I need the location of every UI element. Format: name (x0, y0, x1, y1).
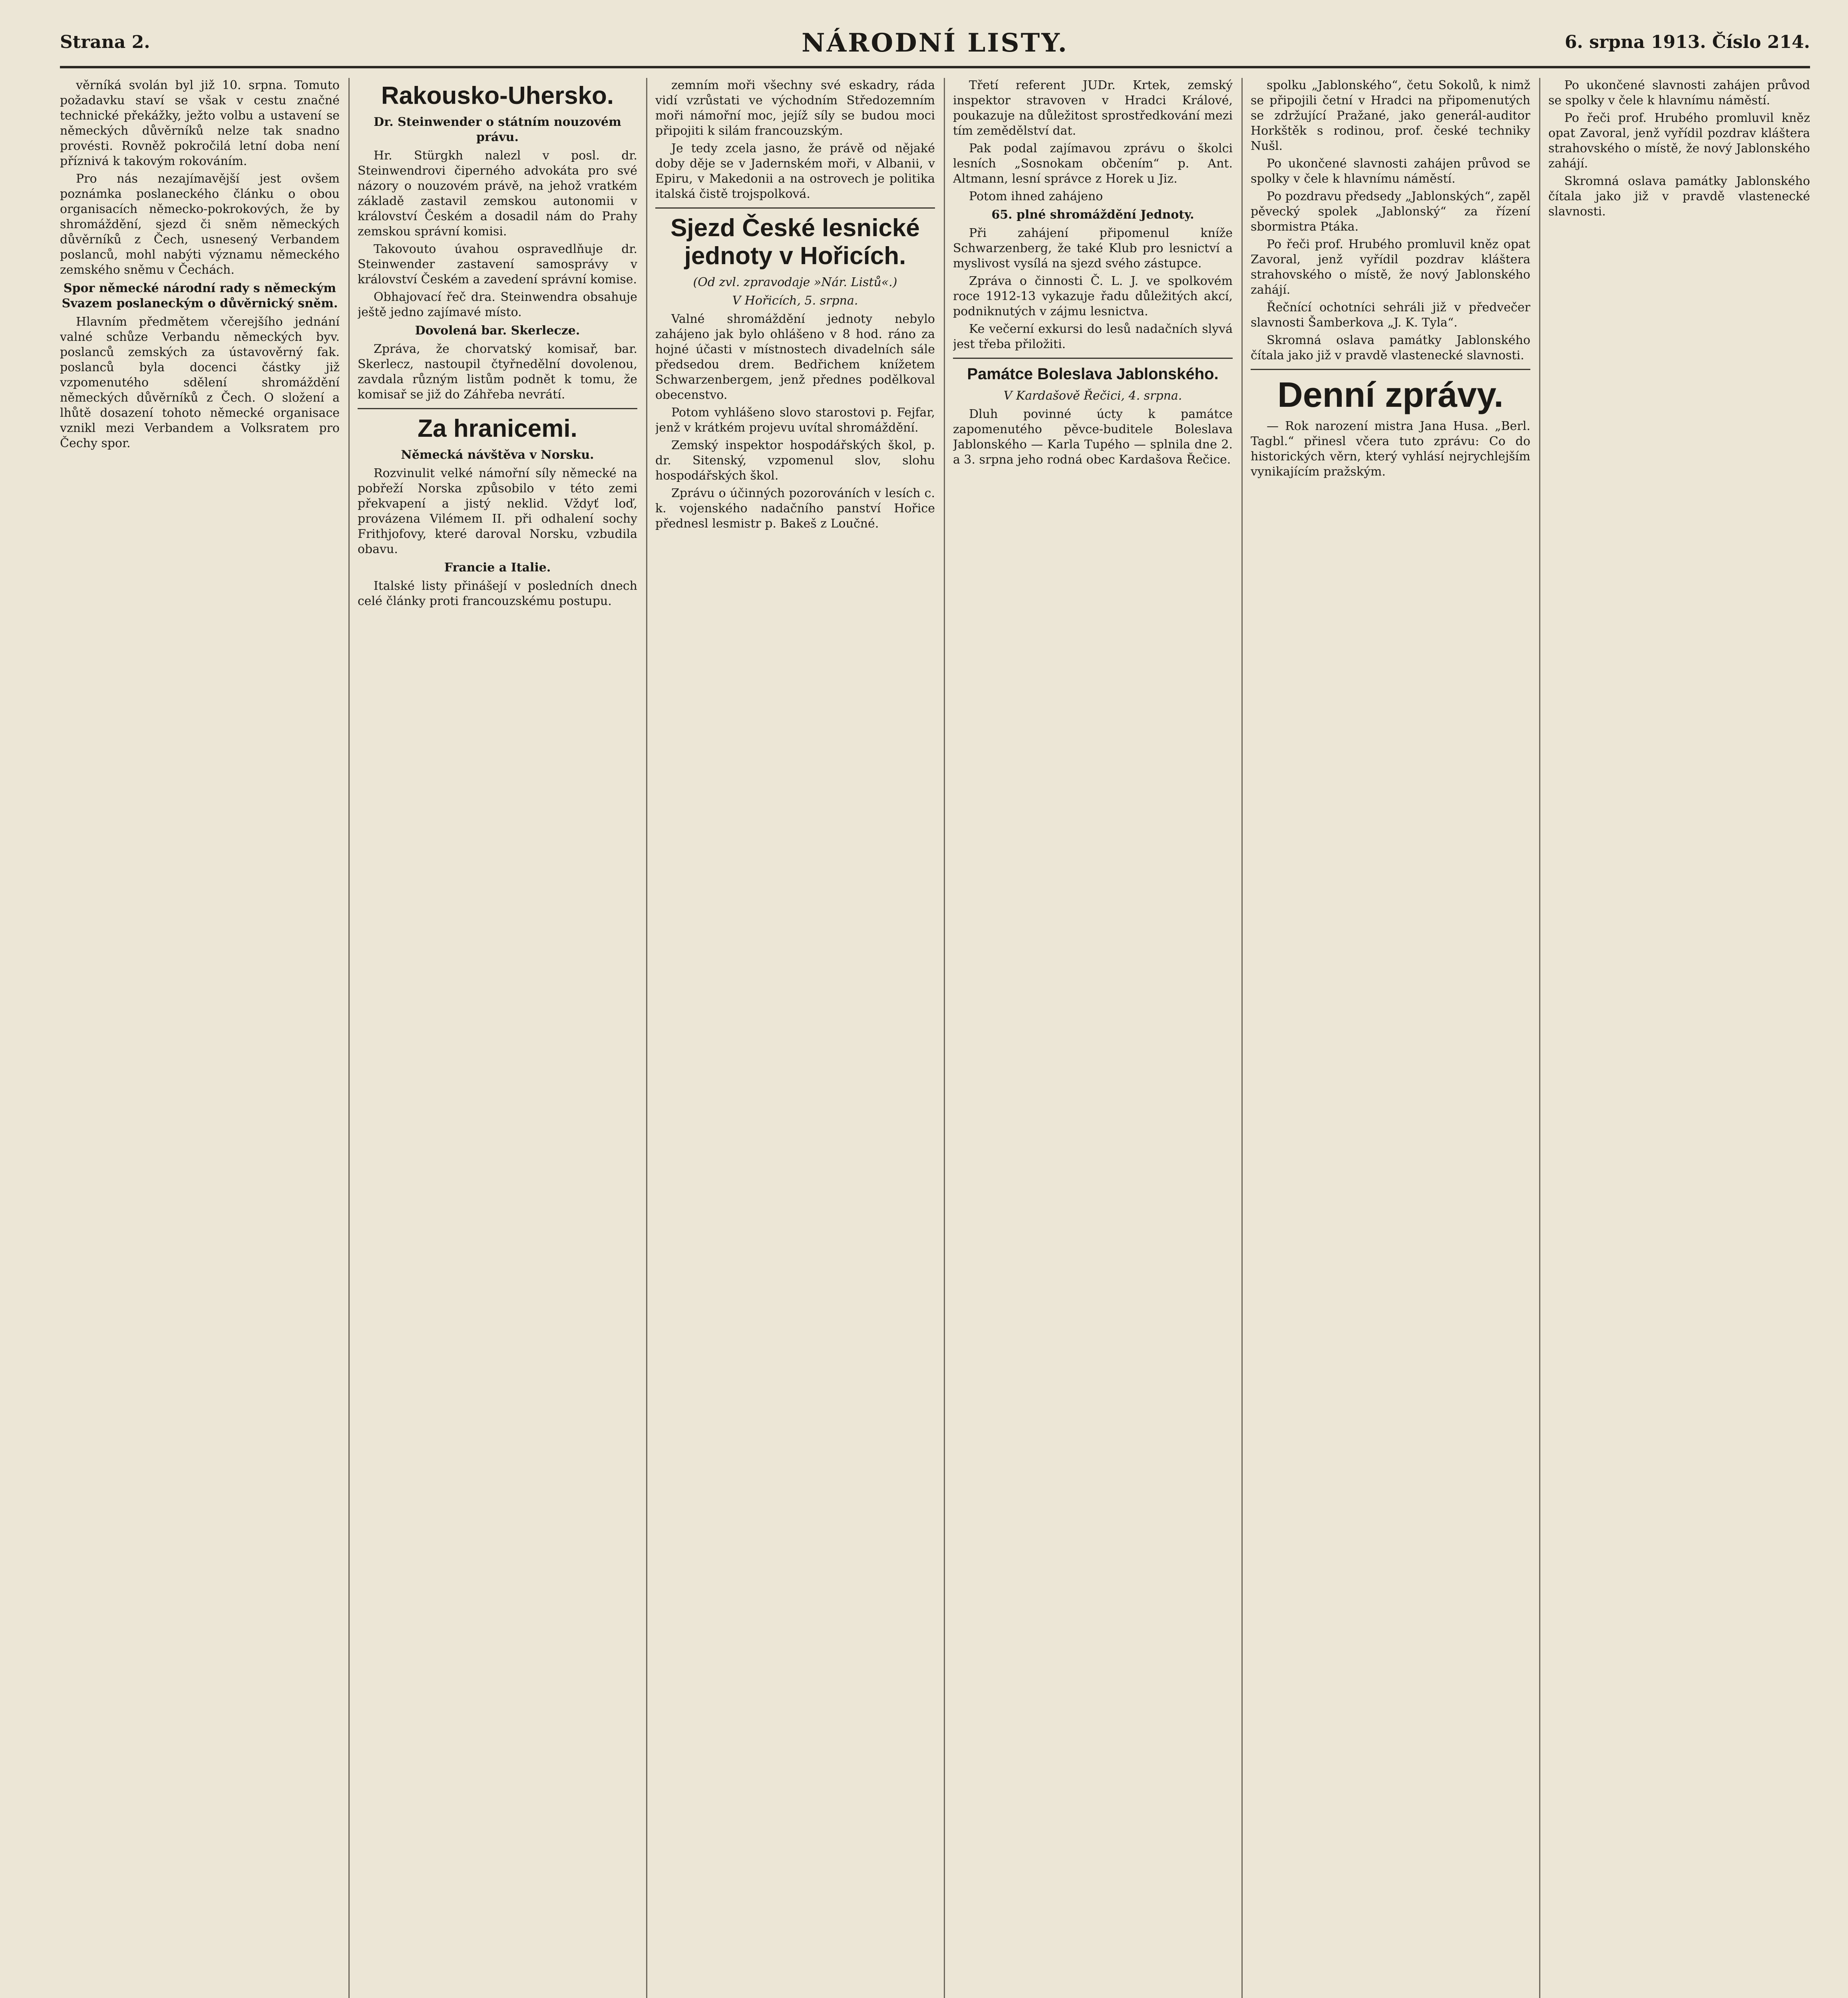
divider (358, 408, 637, 409)
paragraph: Po řeči prof. Hrubého promluvil kněz opat Zavoral, jenž vyřídil pozdrav kláštera strahovského o místě, že nový Jablonského zahájí. (1548, 111, 1810, 171)
section-heading-pamatce: Památce Boleslava Jablonského. (967, 365, 1219, 383)
paragraph: Po ukončené slavnosti zahájen průvod se spolky v čele k hlavnímu náměstí. (1251, 157, 1530, 186)
column-6 (1548, 78, 1810, 1998)
paragraph: Rozvinulit velké námořní síly německé na pobřeží Norska způsobilo v této zemi překvapení a jistý neklid. Vždyť loď, provázena Vilémem II. při odhalení sochy Frithjofovy, které daroval Norsku, vzbudila obavu. (358, 466, 637, 556)
column-rule (1539, 78, 1540, 1998)
paragraph: Třetí referent JUDr. Krtek, zemský inspektor stravoven v Hradci Králové, poukazuje na důležitost sprostředkování mezi tím zemědělství dat. (953, 78, 1233, 138)
section-heading-sjezd: Sjezd České lesnické jednoty v Hořicích. (670, 214, 920, 270)
dateline: V Hořicích, 5. srpna. (732, 294, 858, 308)
paragraph: Po ukončené slavnosti zahájen průvod se spolky v čele k hlavnímu náměstí. (1548, 78, 1810, 107)
section-heading-denni-zpravy: Denní zprávy. (1277, 375, 1504, 414)
column-1 (60, 78, 340, 1998)
paragraph: Hlavním předmětem včerejšího jednání valné schůze Verbandu německých byv. poslanců zemských za ústavověrný fak. poslanců byla docenci částky již vzpomenutého sdělení shromáždění německých důvěrníků z Čech. O složení a lhůtě dosazení tohoto německé organisace vznikl mezi Verbandem a Volksratem pro Čechy spor. (60, 315, 340, 450)
paragraph: Řečnící ochotníci sehráli již v předvečer slavnosti Šamberkova „J. K. Tyla“. (1251, 300, 1530, 330)
divider (655, 207, 935, 209)
paragraph: spolku „Jablonského“, četu Sokolů, k nimž se připojili četní v Hradci na připomenutých se zdržující Pražané, jako generál-auditor Horkštěk s rodinou, prof. české techniky Nušl. (1251, 78, 1530, 153)
paragraph: Je tedy zcela jasno, že právě od nějaké doby děje se v Jadernském moři, v Albanii, v Epiru, v Makedonii a na ostrovech je politika italská čistě trojspolková. (655, 141, 935, 201)
column-rule (944, 78, 945, 1998)
paragraph: Pro nás nezajímavější jest ovšem poznámka poslaneckého článku o obou organisacích německo-pokrokových, že by shromáždění, sjezd či sněm německých důvěrníků z Čech, usnesený Verbandem poslanců, mohl nabýti významu německého zemského sněmu v Čechách. (60, 172, 340, 277)
paragraph: Zpráva, že chorvatský komisař, bar. Skerlecz, nastoupil čtyřnedělní dovolenou, zavdala různým listům podnět k tomu, že komisař se již do Záhřeba nevrátí. (358, 342, 637, 402)
dateline: V Kardašově Řečici, 4. srpna. (1003, 389, 1182, 403)
paragraph: Pak podal zajímavou zprávu o školci lesních „Sosnokam občením“ p. Ant. Altmann, lesní správce z Horek u Jiz. (953, 141, 1233, 186)
column-5 (1251, 78, 1530, 1998)
column-rule (646, 78, 647, 1998)
paragraph: zemním moři všechny své eskadry, ráda vidí vzrůstati ve východním Středozemním moři námořní moc, jejíž síly se budou moci připojiti k silám francouzským. (655, 78, 935, 138)
article-heading: Dovolená bar. Skerlecze. (415, 324, 580, 338)
paragraph: Zemský inspektor hospodářských škol, p. dr. Sitenský, vzpomenul slov, slohu hospodářských škol. (655, 438, 935, 483)
article-heading: Německá návštěva v Norsku. (401, 448, 594, 462)
paragraph: Potom vyhlášeno slovo starostovi p. Fejfar, jenž v krátkém projevu uvítal shromáždění. (655, 406, 935, 435)
correspondent-note: (Od zvl. zpravodaje »Nár. Listů«.) (693, 275, 897, 289)
column-rule (348, 78, 350, 1998)
paragraph: Dluh povinné úcty k památce zapomenutého pěvce-buditele Boleslava Jablonského — Karla Tupého — splnila dne 2. a 3. srpna jeho rodná obec Kardašova Řečice. (953, 407, 1233, 467)
paragraph: Takovouto úvahou ospravedlňuje dr. Steinwender zastavení samosprávy v království Českém a zavedení správní komise. (358, 242, 637, 287)
paragraph: Po řeči prof. Hrubého promluvil kněz opat Zavoral, jenž vyřídil pozdrav kláštera strahovského o místě, že nový Jablonského zahájí. (1251, 237, 1530, 297)
article-heading: 65. plné shromáždění Jednoty. (991, 208, 1194, 222)
page-header (60, 28, 1810, 68)
article-heading: Spor německé národní rady s německým Svazem poslaneckým o důvěrnický sněm. (62, 281, 338, 310)
paragraph: Valné shromáždění jednoty nebylo zahájeno jak bylo ohlášeno v 8 hod. ráno za hojné účasti v místnostech divadelních sále předsedou drem. Bedřichem knížetem Schwarzenbergem, jenž přednes podělkoval obecenstvo. (655, 312, 935, 402)
paragraph: — Rok narození mistra Jana Husa. „Berl. Tagbl.“ přinesl včera tuto zprávu: Co do historických věrn, který vyhlásí nejrychlejším vynikajícím pražským. (1251, 419, 1530, 479)
article-heading: Francie a Italie. (444, 561, 551, 575)
paragraph: Italské listy přinášejí v posledních dnech celé články proti francouzskému postupu. (358, 579, 637, 608)
column-2 (358, 78, 637, 1998)
paragraph: Hr. Stürgkh nalezl v posl. dr. Steinwendrovi čiperného advokáta pro své názory o nouzovém právě, na jehož vratkém základě zastavil zemskou autonomii v království Českém a dosadil nám do Prahy zemskou správní komisi. (358, 149, 637, 239)
paragraph: Při zahájení připomenul kníže Schwarzenberg, že také Klub pro lesnictví a myslivost vysílá na sjezd svého zástupce. (953, 226, 1233, 271)
divider (1251, 369, 1530, 370)
divider (953, 358, 1233, 359)
issue-date: 6. srpna 1913. Číslo 214. (1565, 32, 1810, 52)
paragraph: Ke večerní exkursi do lesů nadačních slyvá jest třeba přiložiti. (953, 322, 1233, 351)
newspaper-title: NÁRODNÍ LISTY. (802, 28, 1068, 58)
paragraph: věrníká svolán byl již 10. srpna. Tomuto požadavku staví se však v cestu značné technické překážky, ježto volbu a ustavení se německých důvěrníků nelze tak snadno provésti. Rovněž pokročilá letní doba není příznivá k takovým rokováním. (60, 78, 340, 168)
article-heading: Dr. Steinwender o státním nouzovém právu. (374, 115, 621, 144)
paragraph: Obhajovací řeč dra. Steinwendra obsahuje ještě jedno zajímavé místo. (358, 290, 637, 319)
paragraph: Po pozdravu předsedy „Jablonských“, zapěl pěvecký spolek „Jablonský“ za řízení sbormistra Ptáka. (1251, 189, 1530, 234)
paragraph: Skromná oslava památky Jablonského čítala jako již v pravdě vlastenecké slavnosti. (1548, 174, 1810, 219)
column-4 (953, 78, 1233, 1998)
paragraph: Zprávu o účinných pozorováních v lesích c. k. vojenského nadačního panství Hořice přednesl lesmistr p. Bakeš z Loučné. (655, 486, 935, 531)
paragraph: Potom ihned zahájeno (969, 189, 1103, 203)
section-heading-za-hranicemi: Za hranicemi. (418, 415, 577, 442)
section-heading-rakousko-uhersko: Rakousko-Uhersko. (381, 82, 614, 109)
column-3 (655, 78, 935, 1998)
paragraph: Zpráva o činnosti Č. L. J. ve spolkovém roce 1912-13 vykazuje řadu důležitých akcí, podniknutých v zájmu lesnictva. (953, 274, 1233, 318)
page-number: Strana 2. (60, 32, 150, 52)
column-rule (1241, 78, 1243, 1998)
paragraph: Skromná oslava památky Jablonského čítala jako již v pravdě vlastenecké slavnosti. (1251, 333, 1530, 362)
